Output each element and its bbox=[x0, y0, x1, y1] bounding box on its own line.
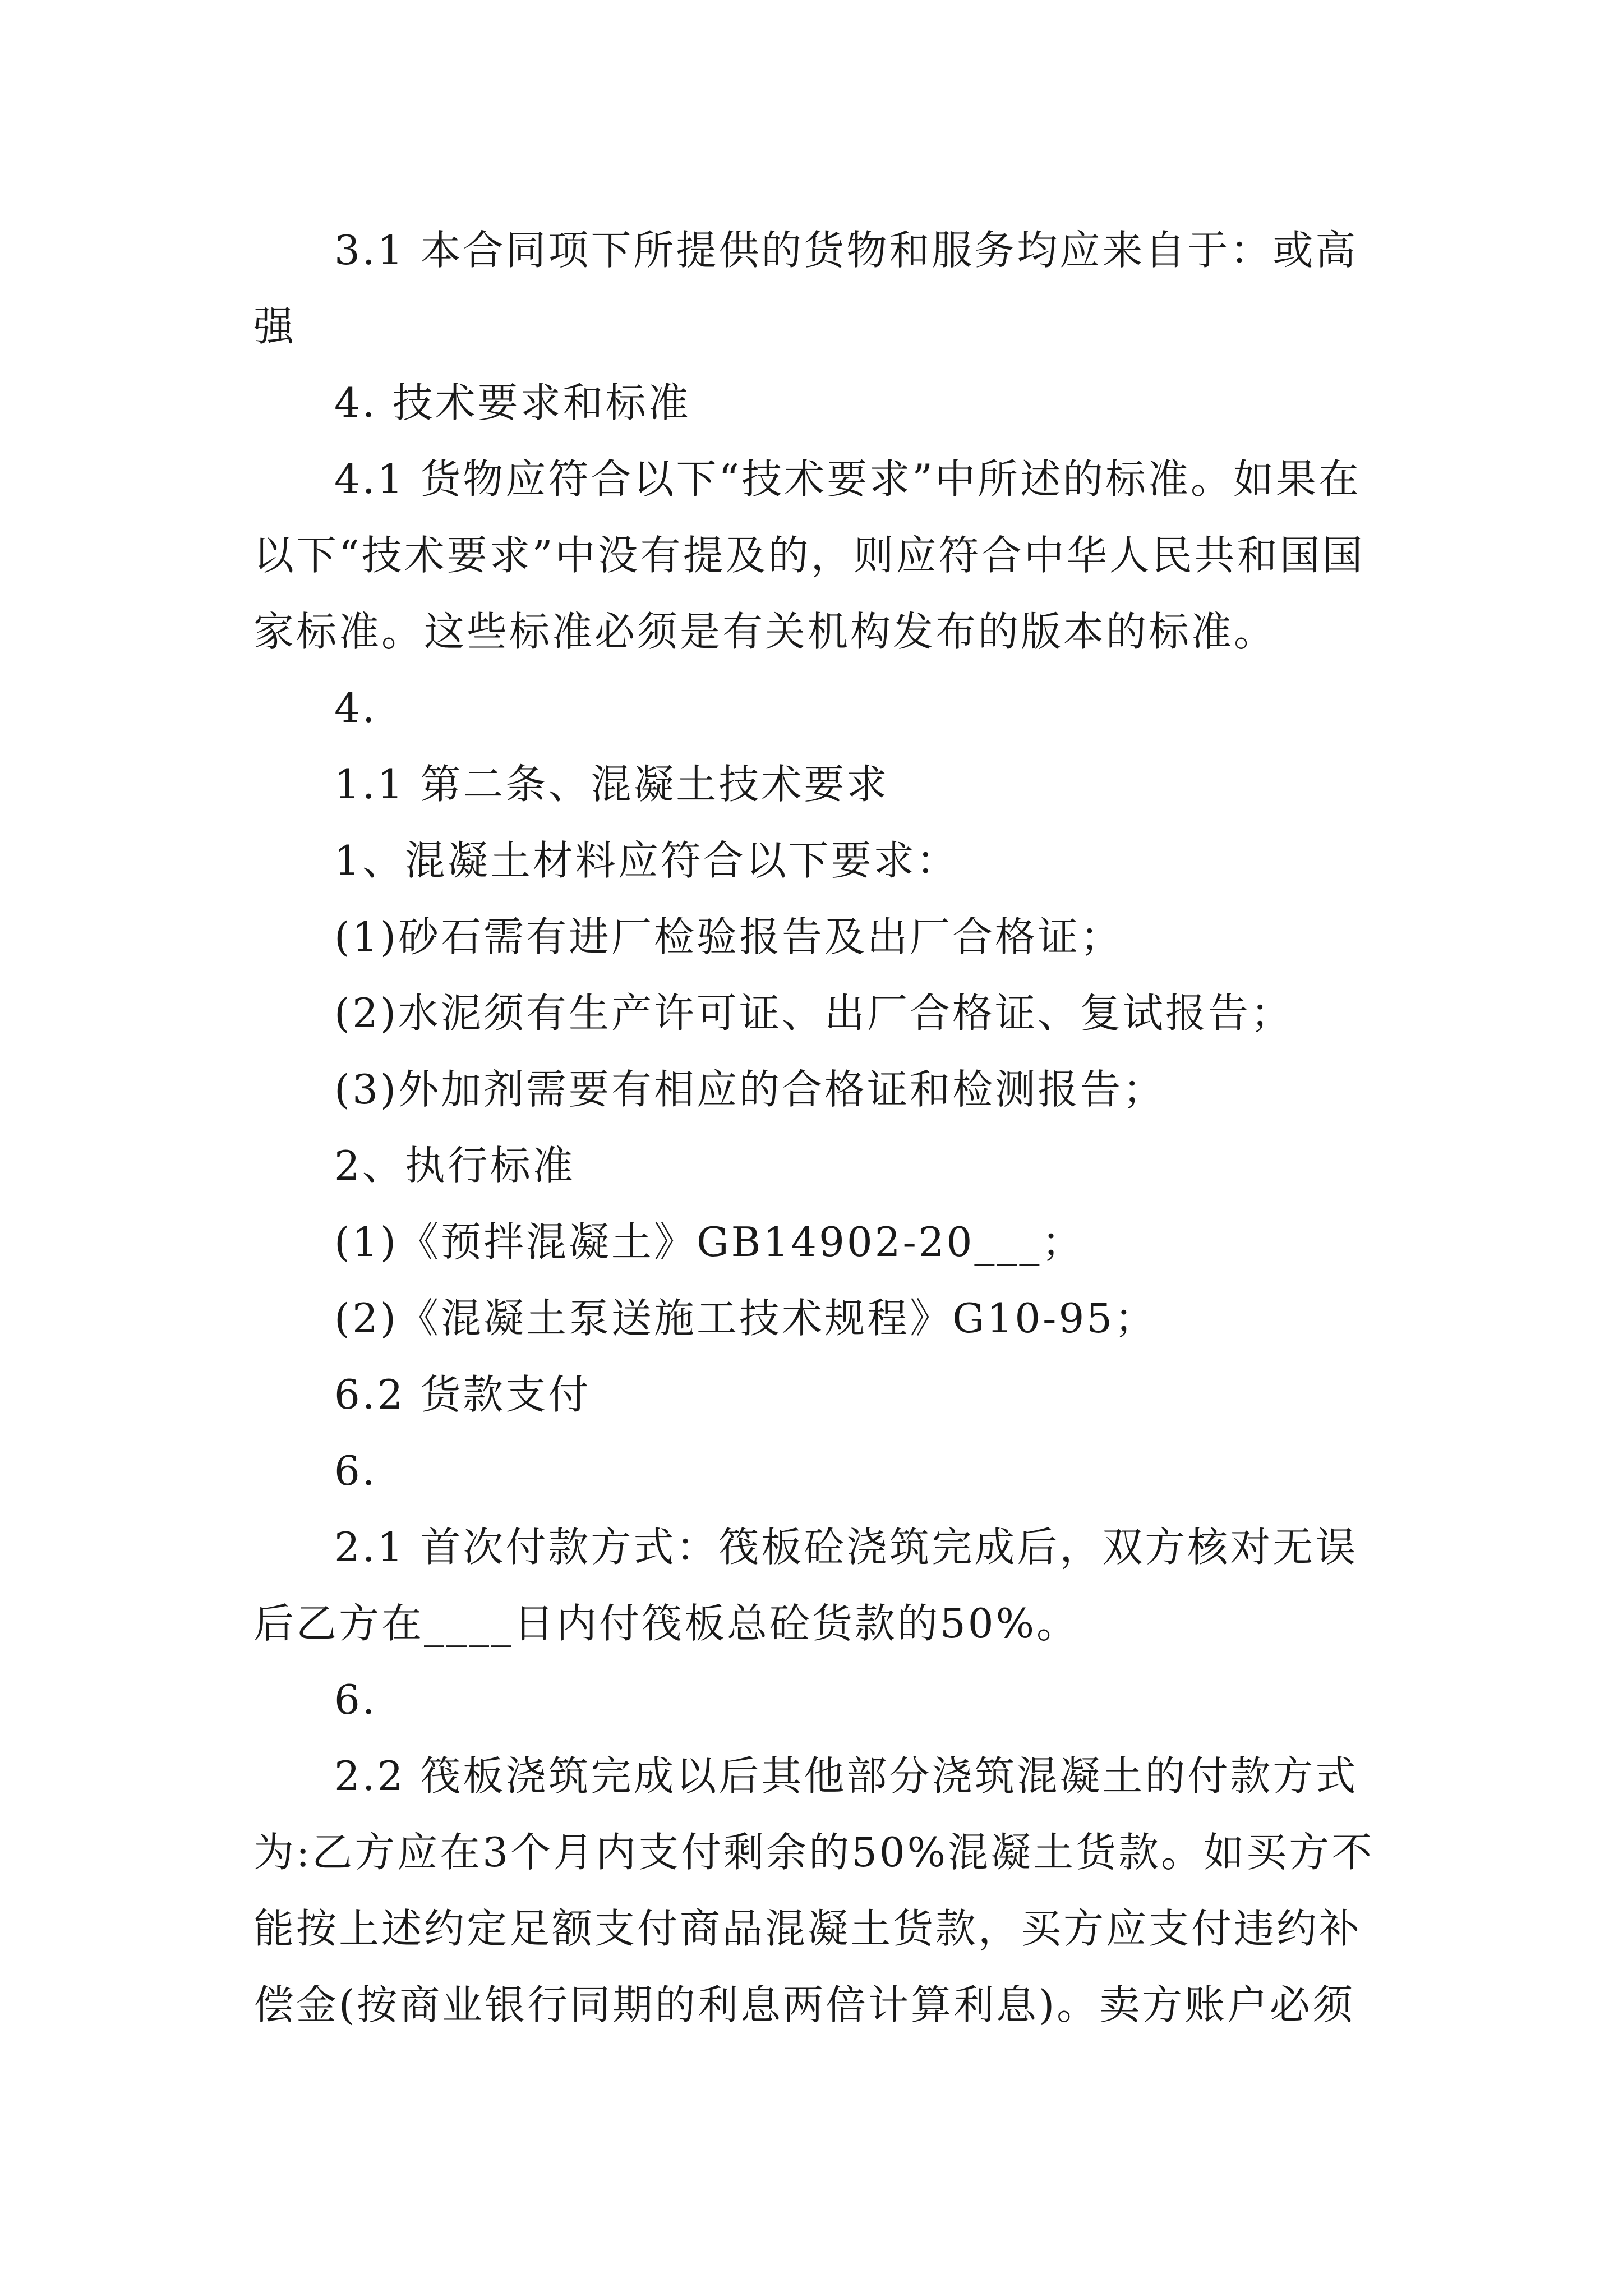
material-requirement-2: (2)水泥须有生产许可证、出厂合格证、复试报告； bbox=[334, 990, 1293, 1037]
heading-technical-requirements: 4. 技术要求和标准 bbox=[334, 379, 691, 426]
material-requirement-1: (1)砂石需有进厂检验报告及出厂合格证； bbox=[334, 913, 1123, 960]
clause-number-6-b: 6. bbox=[334, 1676, 377, 1723]
document-body bbox=[253, 212, 1381, 2043]
clause-4-1: 4.1 货物应符合以下“技术要求”中所述的标准。如果在以下“技术要求”中没有提及的，则应符合中华人民共和国国家标准。这些标准必须是有关机构发布的版本的标准。 bbox=[253, 455, 1365, 655]
standards-heading: 2、执行标准 bbox=[334, 1142, 575, 1189]
clause-1-1-article-two: 1.1 第二条、混凝土技术要求 bbox=[334, 761, 889, 808]
standard-1: (1)《预拌混凝土》GB14902-20___； bbox=[334, 1218, 1085, 1266]
material-requirement-3: (3)外加剂需要有相应的合格证和检测报告； bbox=[334, 1066, 1165, 1113]
payment-heading: 6.2 货款支付 bbox=[334, 1371, 591, 1418]
material-requirements-heading: 1、混凝土材料应符合以下要求： bbox=[334, 837, 959, 884]
clause-3-1: 3.1 本合同项下所提供的货物和服务均应来自于：或高强 bbox=[253, 227, 1358, 350]
clause-2-2-remaining-payment: 2.2 筏板浇筑完成以后其他部分浇筑混凝土的付款方式为:乙方应在3个月内支付剩余的50%混凝土货款。如买方不能按上述约定足额支付商品混凝土货款，买方应支付违约补偿金(按商业银行同期的利息两倍计算利息)。卖方账户必须 bbox=[253, 1752, 1375, 2028]
clause-2-1-first-payment: 2.1 首次付款方式：筏板砼浇筑完成后，双方核对无误后乙方在____日内付筏板总砼货款的50%。 bbox=[253, 1524, 1358, 1647]
clause-number-4: 4. bbox=[334, 684, 377, 731]
clause-number-6-a: 6. bbox=[334, 1447, 377, 1494]
standard-2: (2)《混凝土泵送施工技术规程》G10-95； bbox=[334, 1295, 1158, 1342]
